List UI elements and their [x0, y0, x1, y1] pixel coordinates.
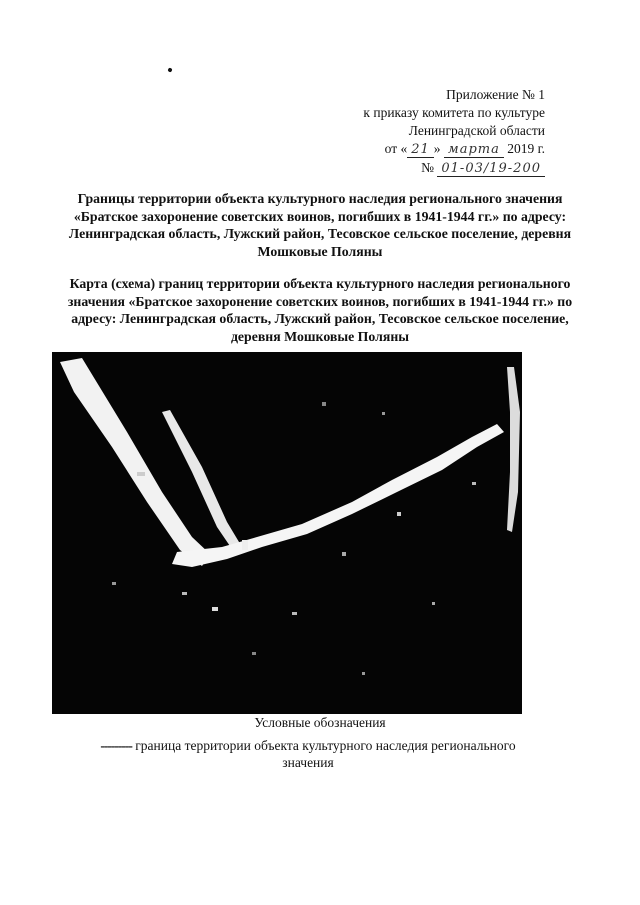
speck-3 [212, 607, 218, 611]
speck-13 [362, 672, 365, 675]
speck-4 [397, 512, 401, 516]
date-month-handwritten: марта [444, 142, 504, 158]
speck-6 [292, 612, 297, 615]
document-title: Границы территории объекта культурного наследия регионального значения «Братское захоронение советских воинов, погибших в 1941-1944 гг.» по адресу: Ленинградская область, Лужский район, Тесовское сельское поселение, деревня Мошковые Поляны [68, 191, 572, 259]
speck-5 [342, 552, 346, 556]
speck-10 [382, 412, 385, 415]
appendix-date [245, 140, 545, 159]
date-mid: » [433, 141, 441, 156]
legend-title: Условные обозначения [254, 715, 386, 730]
appendix-line-2: к приказу комитета по культуре [363, 105, 545, 120]
aerial-photo [52, 352, 522, 714]
speck-9 [322, 402, 326, 406]
appendix-line-3: Ленинградской области [408, 123, 545, 138]
map-caption: Карта (схема) границ территории объекта культурного наследия регионального значения «Братское захоронение советских воинов, погибших в 1941-1944 гг.» по адресу: Ленинградская область, Лужский район, Тесовское сельское поселение, деревня Мошковые Поляны [67, 276, 573, 344]
appendix-number [245, 159, 545, 178]
legend-entry [88, 737, 528, 771]
speck-11 [472, 482, 476, 485]
speck-2 [182, 592, 187, 595]
speck-7 [432, 602, 435, 605]
speck-1 [137, 472, 145, 476]
number-prefix: № [421, 160, 435, 175]
building-1 [242, 540, 248, 550]
map-scheme-image [52, 352, 522, 714]
boundary-dash-symbol: --------- [100, 738, 132, 753]
number-handwritten: 01-03/19-200 [437, 161, 545, 177]
speck-12 [252, 652, 256, 655]
appendix-block [245, 86, 545, 178]
date-day-handwritten: 21 [407, 142, 434, 158]
date-prefix: от « [384, 141, 408, 156]
legend-description: граница территории объекта культурного наследия регионального значения [135, 738, 516, 770]
scan-speck [167, 67, 172, 72]
date-year: 2019 г. [507, 141, 545, 156]
appendix-line-1: Приложение № 1 [446, 87, 545, 102]
speck-8 [112, 582, 116, 585]
